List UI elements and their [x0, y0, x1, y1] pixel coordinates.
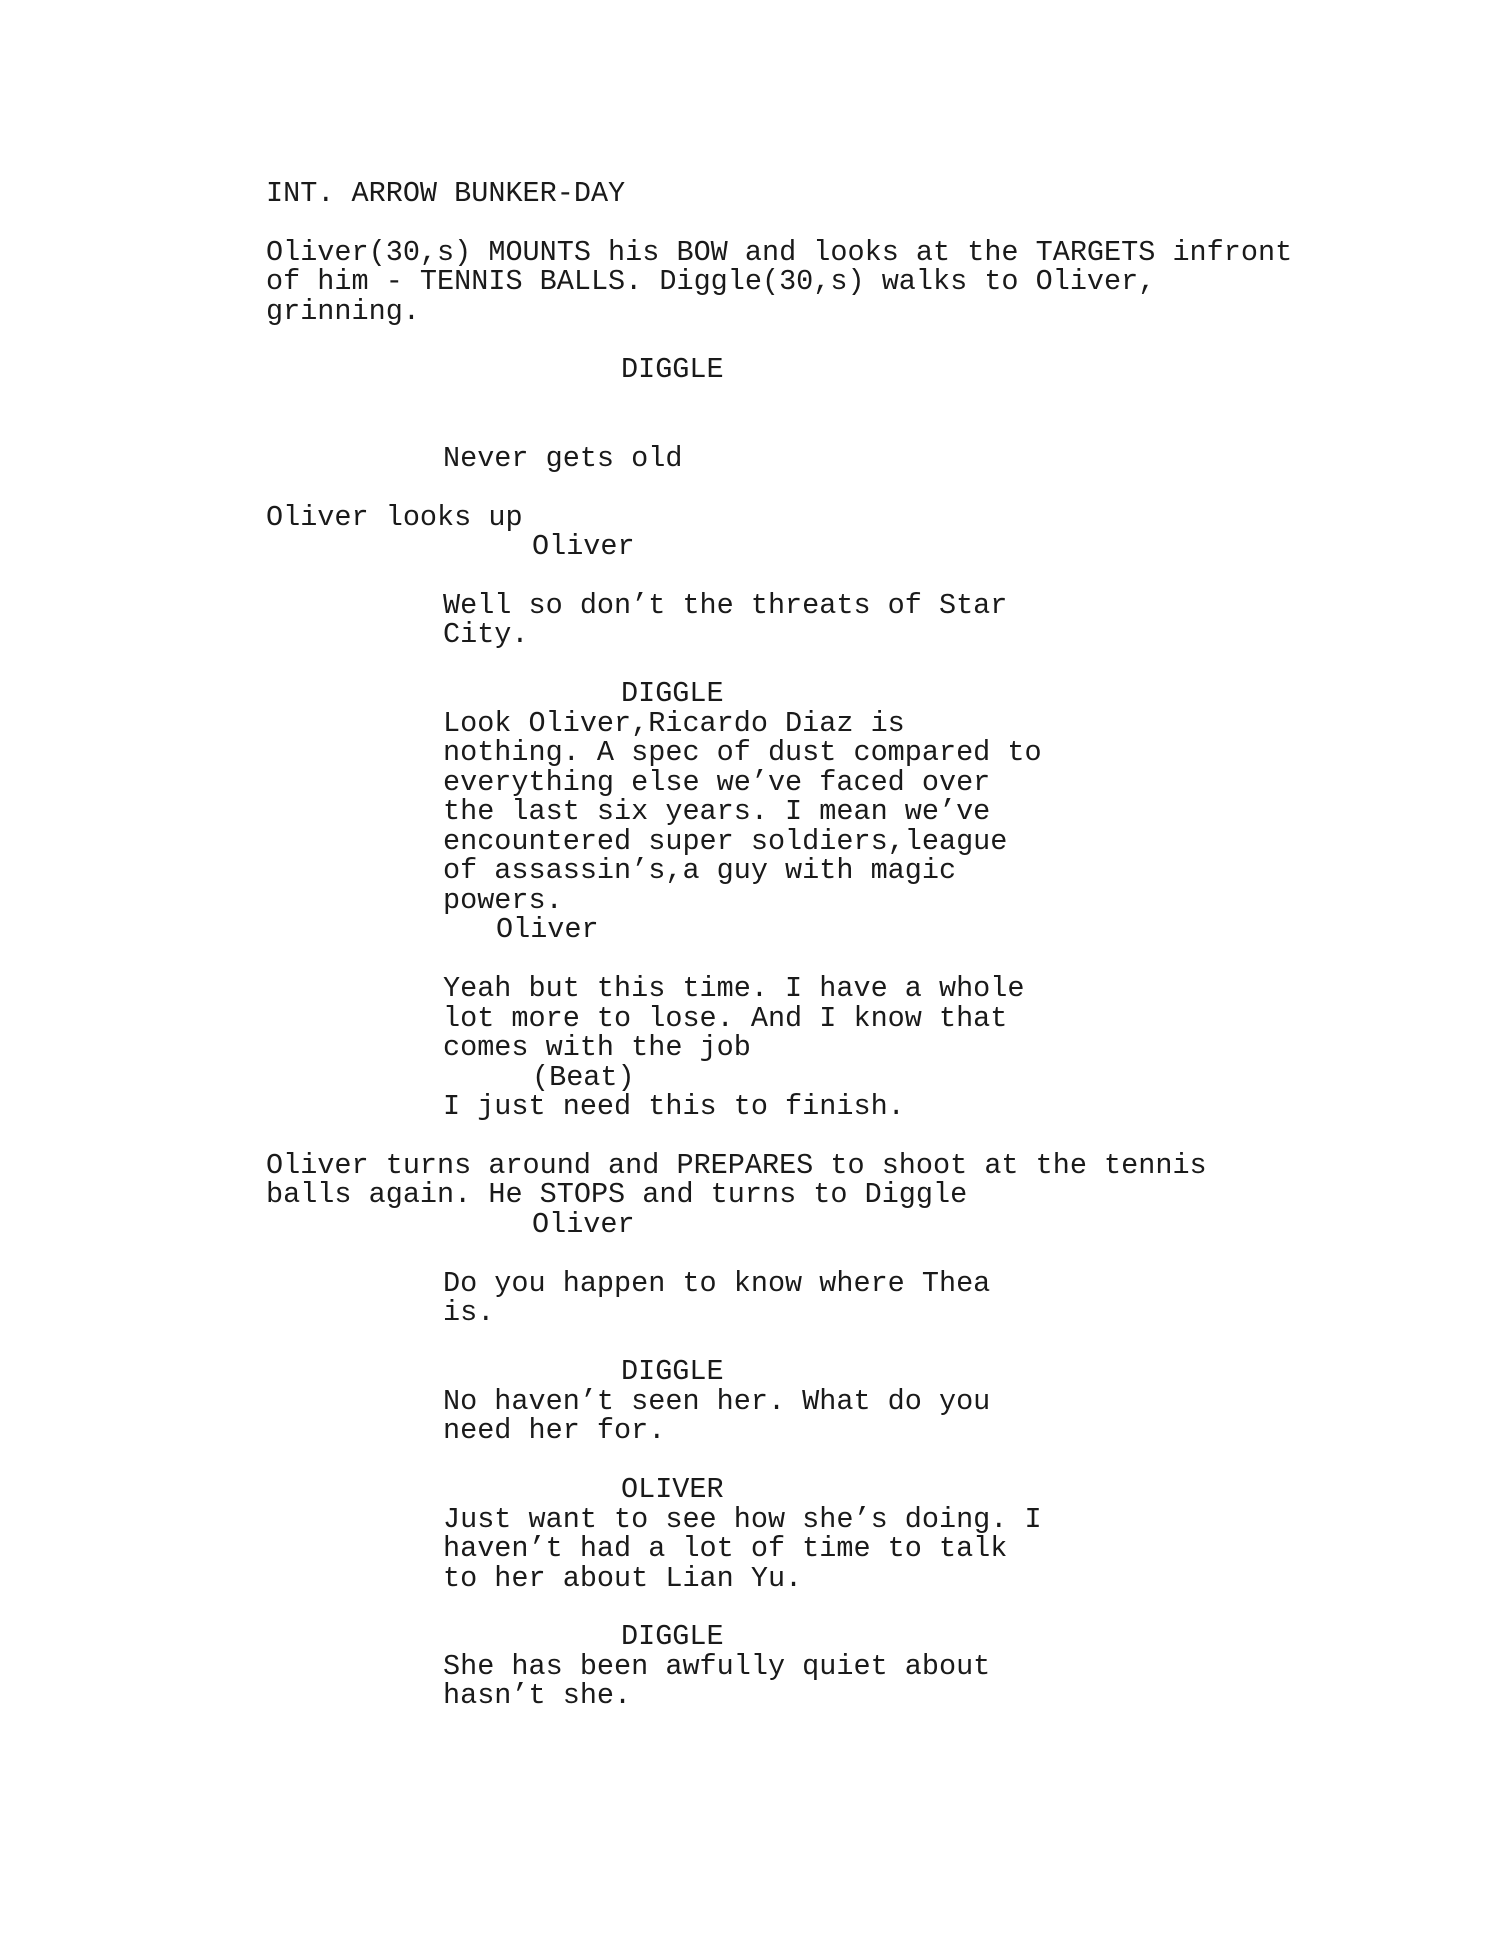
dialogue-line: of assassin’s,a guy with magic [443, 854, 957, 887]
dialogue-line: to her about Lian Yu. [443, 1562, 803, 1595]
dialogue-line: City. [443, 618, 529, 651]
parenthetical: (Beat) [532, 1061, 635, 1094]
dialogue-line: Never gets old [443, 442, 683, 475]
dialogue-line: I just need this to finish. [443, 1090, 905, 1123]
character-name: Oliver [532, 530, 635, 563]
dialogue-line: is. [443, 1296, 495, 1329]
action-line: grinning. [266, 295, 420, 328]
dialogue-line: nothing. A spec of dust compared to [443, 736, 1042, 769]
character-name: Oliver [532, 1208, 635, 1241]
dialogue-line: haven’t had a lot of time to talk [443, 1532, 1008, 1565]
dialogue-line: Do you happen to know where Thea [443, 1267, 991, 1300]
dialogue-line: No haven’t seen her. What do you [443, 1385, 991, 1418]
character-name: DIGGLE [621, 1620, 724, 1653]
character-name: DIGGLE [621, 677, 724, 710]
character-name: DIGGLE [621, 353, 724, 386]
dialogue-line: everything else we’ve faced over [443, 766, 991, 799]
action-line: Oliver looks up [266, 501, 523, 534]
action-line: Oliver(30,s) MOUNTS his BOW and looks at the TARGETS infront [266, 236, 1293, 269]
dialogue-line: powers. [443, 884, 563, 917]
action-line: of him - TENNIS BALLS. Diggle(30,s) walks to Oliver, [266, 265, 1156, 298]
character-name: DIGGLE [621, 1355, 724, 1388]
dialogue-line: She has been awfully quiet about [443, 1650, 991, 1683]
action-line: balls again. He STOPS and turns to Diggle [266, 1178, 968, 1211]
dialogue-line: Yeah but this time. I have a whole [443, 972, 1025, 1005]
character-name: OLIVER [621, 1473, 724, 1506]
scene-heading: INT. ARROW BUNKER-DAY [266, 177, 626, 210]
dialogue-line: lot more to lose. And I know that [443, 1002, 1008, 1035]
dialogue-line: Well so don’t the threats of Star [443, 589, 1008, 622]
dialogue-line: comes with the job [443, 1031, 751, 1064]
dialogue-line: Look Oliver,Ricardo Diaz is [443, 707, 905, 740]
dialogue-line: encountered super soldiers,league [443, 825, 1008, 858]
dialogue-line: hasn’t she. [443, 1679, 632, 1712]
character-name: Oliver [496, 913, 599, 946]
dialogue-line: need her for. [443, 1414, 666, 1447]
dialogue-line: Just want to see how she’s doing. I [443, 1503, 1042, 1536]
dialogue-line: the last six years. I mean we’ve [443, 795, 991, 828]
action-line: Oliver turns around and PREPARES to shoot at the tennis [266, 1149, 1207, 1182]
